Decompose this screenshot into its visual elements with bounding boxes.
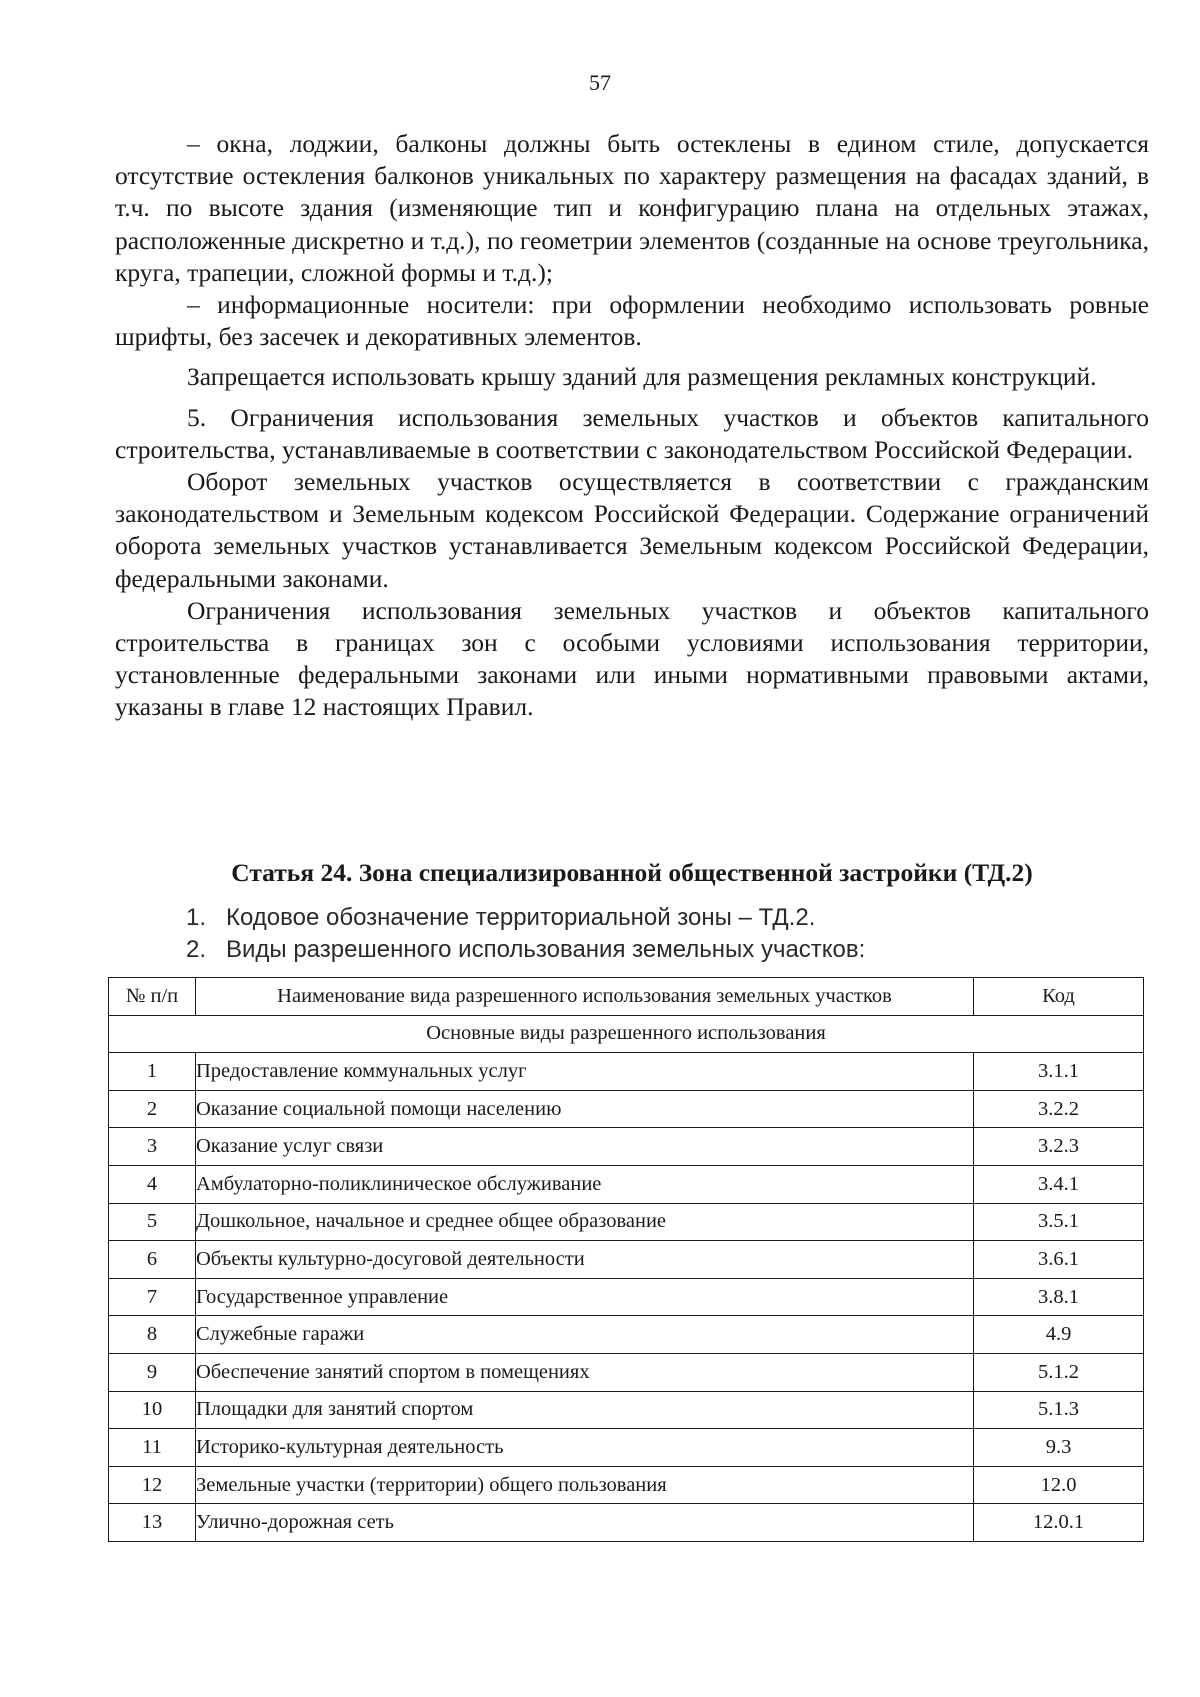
table-row (109, 1391, 1144, 1429)
paragraph-special-zones: Ограничения использования земельных участков и объектов капитального строительства в границах зон с особыми условиями использования территории, установленные федеральными законами или иными нормативными правовыми актами, указаны в главе 12 настоящих Правил. (115, 595, 1149, 722)
list-item-text: Кодовое обозначение территориальной зоны – ТД.2. (226, 904, 816, 931)
list-item-number: 1. (186, 904, 207, 931)
list-item-text: Виды разрешенного использования земельных участков: (226, 936, 866, 963)
row-number: 9 (109, 1353, 196, 1391)
row-code: 3.6.1 (974, 1241, 1144, 1279)
row-name: Оказание услуг связи (196, 1128, 974, 1166)
row-number: 13 (109, 1504, 196, 1542)
table-row (109, 1165, 1144, 1203)
row-number: 6 (109, 1241, 196, 1279)
row-name: Служебные гаражи (196, 1316, 974, 1354)
table-row (109, 1128, 1144, 1166)
row-name: Объекты культурно-досуговой деятельности (196, 1241, 974, 1279)
paragraph-windows: – окна, лоджии, балконы должны быть остеклены в едином стиле, допускается отсутствие остекления балконов уникальных по характеру размещения на фасадах зданий, в т.ч. по высоте здания (изменяющие тип и конфигурацию плана на отдельных этажах, расположенные дискретно и т.д.), по геометрии элементов (созданные на основе треугольника, круга, трапеции, сложной формы и т.д.); (115, 129, 1149, 287)
row-code: 9.3 (974, 1429, 1144, 1467)
row-number: 3 (109, 1128, 196, 1166)
row-code: 3.4.1 (974, 1165, 1144, 1203)
table-section-row (109, 1015, 1144, 1053)
row-name: Площадки для занятий спортом (196, 1391, 974, 1429)
table-header-row (109, 978, 1144, 1016)
row-name: Историко-культурная деятельность (196, 1429, 974, 1467)
table-row (109, 1241, 1144, 1279)
row-code: 3.8.1 (974, 1278, 1144, 1316)
list-item (186, 934, 865, 966)
row-number: 12 (109, 1466, 196, 1504)
row-code: 12.0.1 (974, 1504, 1144, 1542)
paragraph-land-turnover: Оборот земельных участков осуществляется в соответствии с гражданским законодательством и Земельным кодексом Российской Федерации. Содержание ограничений оборота земельных участков устанавливается Земельным кодексом Российской Федерации, федеральными законами. (115, 467, 1149, 593)
row-name: Оказание социальной помощи населению (196, 1090, 974, 1128)
row-number: 2 (109, 1090, 196, 1128)
table-row (109, 1353, 1144, 1391)
table-row (109, 1429, 1144, 1467)
row-code: 5.1.2 (974, 1353, 1144, 1391)
list-item (186, 902, 865, 934)
header-name: Наименование вида разрешенного использования земельных участков (196, 978, 974, 1016)
header-num: № п/п (109, 978, 196, 1016)
body-text (115, 128, 1149, 724)
row-name: Государственное управление (196, 1278, 974, 1316)
row-number: 4 (109, 1165, 196, 1203)
table-row (109, 1316, 1144, 1354)
row-number: 7 (109, 1278, 196, 1316)
table-row (109, 1278, 1144, 1316)
numbered-list (186, 902, 865, 966)
table-row (109, 1504, 1144, 1542)
row-number: 1 (109, 1053, 196, 1091)
table-row (109, 1053, 1144, 1091)
row-number: 10 (109, 1391, 196, 1429)
list-item-number: 2. (186, 936, 207, 963)
row-code: 3.2.2 (974, 1090, 1144, 1128)
article-title: Статья 24. Зона специализированной общественной застройки (ТД.2) (231, 858, 1033, 887)
row-code: 3.2.3 (974, 1128, 1144, 1166)
row-code: 3.1.1 (974, 1053, 1144, 1091)
row-code: 5.1.3 (974, 1391, 1144, 1429)
paragraph-roof-prohibition: Запрещается использовать крышу зданий для размещения рекламных конструкций. (187, 362, 1097, 392)
row-name: Дошкольное, начальное и среднее общее образование (196, 1203, 974, 1241)
paragraph-restrictions: 5. Ограничения использования земельных участков и объектов капитального строительства, устанавливаемые в соответствии с законодательством Российской Федерации. (115, 402, 1149, 464)
table-row (109, 1203, 1144, 1241)
table-row (109, 1090, 1144, 1128)
section-title: Основные виды разрешенного использования (109, 1015, 1144, 1053)
row-name: Улично-дорожная сеть (196, 1504, 974, 1542)
row-name: Обеспечение занятий спортом в помещениях (196, 1353, 974, 1391)
row-number: 8 (109, 1316, 196, 1354)
table-row (109, 1466, 1144, 1504)
row-number: 5 (109, 1203, 196, 1241)
header-code: Код (974, 978, 1144, 1016)
paragraph-info-carriers: – информационные носители: при оформлении необходимо использовать ровные шрифты, без засечек и декоративных элементов. (115, 290, 1149, 352)
page-number: 57 (589, 70, 611, 95)
row-number: 11 (109, 1429, 196, 1467)
land-use-table (108, 977, 1144, 1542)
row-name: Земельные участки (территории) общего пользования (196, 1466, 974, 1504)
row-code: 12.0 (974, 1466, 1144, 1504)
row-code: 3.5.1 (974, 1203, 1144, 1241)
row-code: 4.9 (974, 1316, 1144, 1354)
row-name: Предоставление коммунальных услуг (196, 1053, 974, 1091)
row-name: Амбулаторно-поликлиническое обслуживание (196, 1165, 974, 1203)
